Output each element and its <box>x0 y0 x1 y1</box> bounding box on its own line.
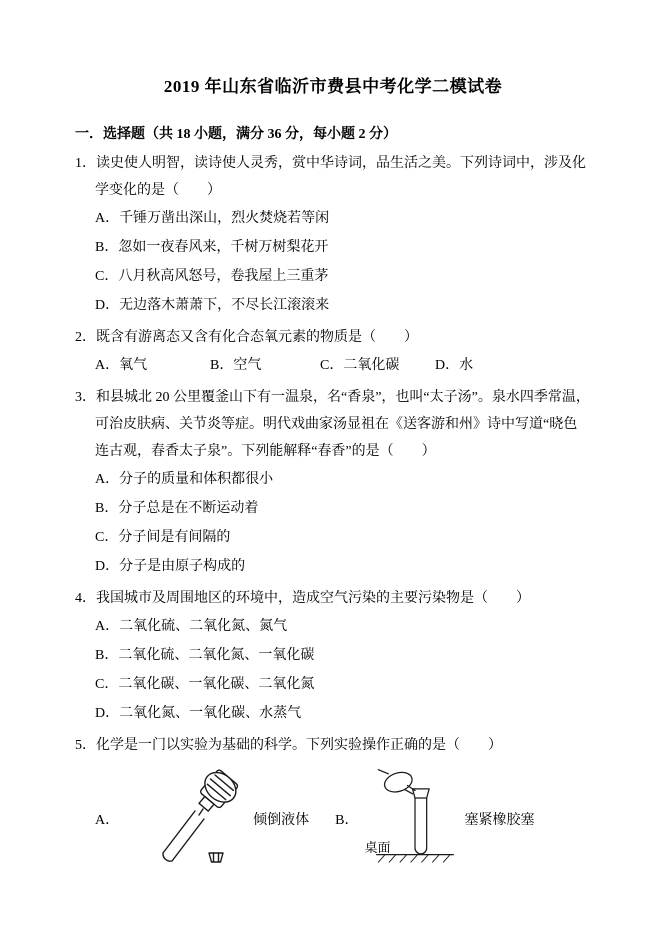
question-2-option-d: D．水 <box>435 358 474 373</box>
pour-liquid-illustration <box>119 767 249 867</box>
stopper-icon <box>209 853 223 862</box>
question-1-option-d: D．无边落木萧萧下，不尽长江滚滚来 <box>95 298 330 313</box>
test-tube <box>163 811 204 861</box>
table-surface-label: 桌面 <box>364 840 391 855</box>
experiment-figures <box>95 767 591 869</box>
question-3-option-a: A．分子的质量和体积都很小 <box>95 472 274 487</box>
question-3-option-c: C．分子间是有间隔的 <box>95 530 231 545</box>
question-2-option-a: A．氧气 <box>95 358 148 373</box>
question-2-option-b: B．空气 <box>210 358 262 373</box>
question-5 <box>75 732 591 869</box>
stopper-figure-wrap <box>360 767 460 869</box>
question-5-stem: 5．化学是一门以实验为基础的科学。下列实验操作正确的是（ ） <box>75 738 502 753</box>
liquid-stream-icon <box>199 809 203 815</box>
question-4-stem: 4．我国城市及周围地区的环境中，造成空气污染的主要污染物是（ ） <box>75 591 530 606</box>
figure-a-label: A． <box>95 813 120 828</box>
question-2-options <box>95 351 591 380</box>
figure-b-caption: 塞紧橡胶塞 <box>464 813 535 828</box>
figure-b-label: B． <box>335 813 359 828</box>
test-tube <box>415 798 427 854</box>
question-3-option-b: B．分子总是在不断运动着 <box>95 501 259 516</box>
page-title: 2019 年山东省临沂市费县中考化学二模试卷 <box>163 77 503 96</box>
question-4 <box>75 585 591 728</box>
question-4-option-b: B．二氧化硫、二氧化氮、一氧化碳 <box>95 648 315 663</box>
question-1-option-b: B．忽如一夜春风来，千树万树梨花开 <box>95 240 329 255</box>
figure-a-caption: 倾倒液体 <box>253 813 310 828</box>
reagent-bottle-and-hand <box>191 767 242 818</box>
section-header: 一．选择题（共 18 小题，满分 36 分，每小题 2 分） <box>75 127 397 142</box>
question-4-option-d: D．二氧化氮、一氧化碳、水蒸气 <box>95 706 302 721</box>
question-4-option-a: A．二氧化硫、二氧化氮、氮气 <box>95 619 288 634</box>
question-1-stem: 1．读史使人明智，读诗使人灵秀，赏中华诗词，品生活之美。下列诗词中，涉及化学变化的是（ ） <box>75 156 586 198</box>
question-3 <box>75 384 591 581</box>
question-2 <box>75 324 591 380</box>
question-1 <box>75 150 591 320</box>
question-2-stem: 2．既含有游离态又含有化合态氧元素的物质是（ ） <box>75 330 418 345</box>
question-4-option-c: C．二氧化碳、一氧化碳、二氧化氮 <box>95 677 315 692</box>
question-2-option-c: C．二氧化碳 <box>320 358 400 373</box>
question-1-option-a: A．千锤万凿出深山，烈火焚烧若等闲 <box>95 211 330 226</box>
question-3-stem: 3．和县城北 20 公里覆釜山下有一温泉，名“香泉”，也叫“太子汤”。泉水四季常温，可治皮肤病、关节炎等症。明代戏曲家汤显祖在《送客游和州》诗中写道“晓色连古观，春香太子泉”。下列能解释“春香”的是（ ） <box>75 390 590 459</box>
question-3-option-d: D．分子是由原子构成的 <box>95 559 246 574</box>
question-1-option-c: C．八月秋高风怒号，卷我屋上三重茅 <box>95 269 329 284</box>
